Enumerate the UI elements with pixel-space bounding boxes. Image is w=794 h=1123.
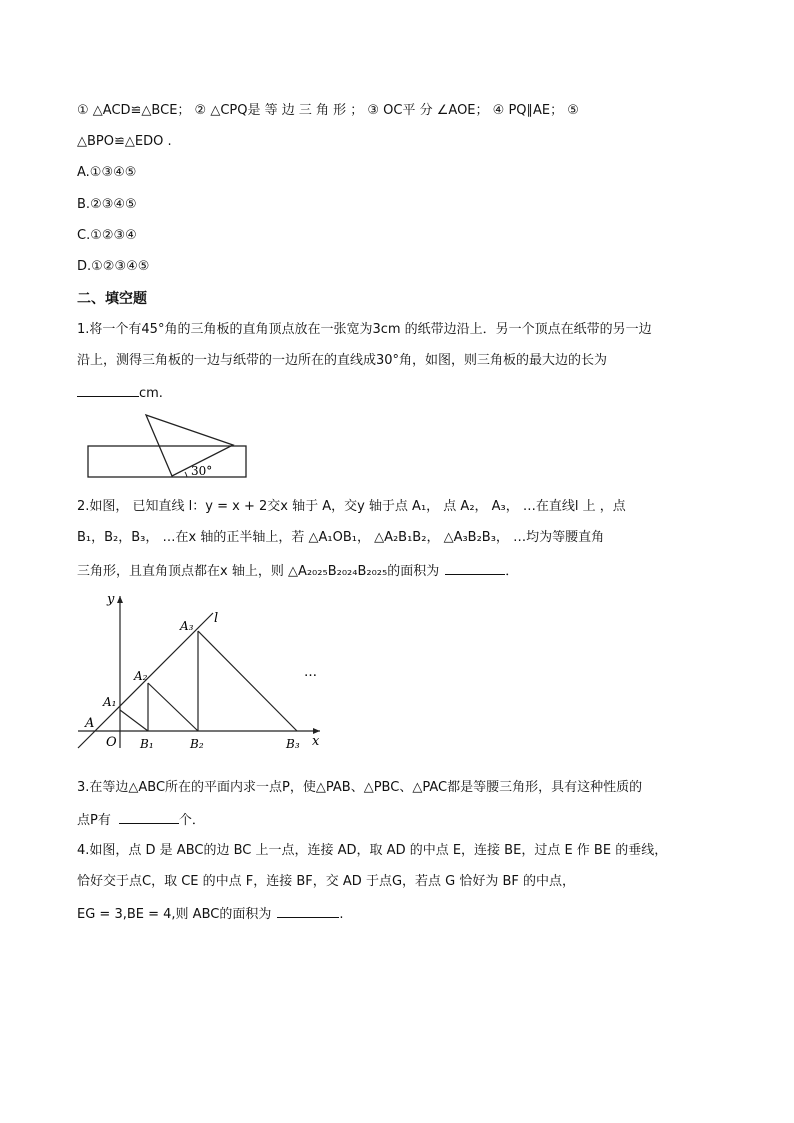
q2-line-3-end: ． bbox=[505, 564, 519, 579]
q1-line-3 bbox=[77, 382, 163, 404]
label-a1: A₁ bbox=[103, 695, 117, 709]
angle-label: 30° bbox=[191, 464, 213, 478]
q3-answer-blank bbox=[119, 809, 179, 824]
option-a-key: A. bbox=[77, 165, 90, 180]
label-b2: B₂ bbox=[190, 737, 204, 751]
q4-line-1: 4.如图，点 D 是 ABC的边 BC 上一点，连接 AD，取 AD 的中点 E，连接 BE，过点 E 作 BE 的垂线， bbox=[77, 843, 668, 858]
option-c-text: ①②③④ bbox=[90, 228, 137, 243]
label-b1: B₁ bbox=[140, 737, 154, 751]
option-a bbox=[77, 163, 136, 183]
option-d bbox=[77, 257, 149, 277]
label-a: A bbox=[85, 716, 95, 731]
q2-answer-blank bbox=[445, 560, 505, 575]
section-title: 二、填空题 bbox=[77, 291, 147, 307]
segment-a3-b3 bbox=[198, 631, 297, 731]
statement-line-2: △BPO≌△EDO . bbox=[77, 134, 172, 149]
label-l: l bbox=[214, 611, 219, 626]
q4-line-2: 恰好交于点C，取 CE 的中点 F，连接 BF，交 AD 于点G，若点 G 恰好为 BF 的中点， bbox=[77, 874, 576, 889]
label-o: O bbox=[106, 735, 117, 750]
q1-unit: cm. bbox=[139, 386, 163, 401]
option-b-key: B. bbox=[77, 197, 91, 212]
segment-a1-b1 bbox=[120, 710, 148, 731]
option-d-text: ①②③④⑤ bbox=[91, 259, 150, 274]
q3-line-2-suffix: 个． bbox=[178, 813, 205, 828]
angle-arc bbox=[185, 472, 187, 477]
option-c bbox=[77, 226, 137, 246]
q2-line-2: B₁，B₂，B₃， …在x 轴的正半轴上，若 △A₁OB₁， △A₂B₁B₂， △A₃B₂B₃， …均为等腰直角 bbox=[77, 530, 605, 545]
q1-strip-figure bbox=[82, 410, 252, 482]
label-x: x bbox=[312, 734, 320, 749]
option-a-text: ①③④⑤ bbox=[89, 165, 137, 180]
q4-line-3 bbox=[77, 903, 343, 925]
label-a3: A₃ bbox=[180, 619, 194, 633]
q3-line-1: 3.在等边△ABC所在的平面内求一点P，使△PAB、△PBC、△PAC都是等腰三角形，具有这种性质的 bbox=[77, 780, 643, 795]
q2-line-1: 2.如图， 已知直线 l：y = x + 2交x 轴于 A，交y 轴于点 A₁， 点 A₂， A₃， …在直线l 上 ，点 bbox=[77, 499, 626, 514]
y-axis-arrow bbox=[117, 596, 123, 603]
q4-line-3-suffix: . bbox=[339, 907, 344, 922]
q2-line-3 bbox=[77, 560, 518, 582]
label-y: y bbox=[107, 592, 115, 607]
segment-a2-b2 bbox=[148, 683, 198, 731]
q1-line-1: 1.将一个有45°角的三角板的直角顶点放在一张宽为3cm 的纸带边沿上．另一个顶点在纸带的另一边 bbox=[77, 322, 652, 337]
option-d-key: D. bbox=[77, 259, 92, 274]
option-b bbox=[77, 195, 137, 215]
label-b3: B₃ bbox=[286, 737, 300, 751]
q1-answer-blank bbox=[77, 382, 139, 397]
continuation-dots: … bbox=[304, 665, 317, 680]
option-c-key: C. bbox=[77, 228, 91, 243]
q4-answer-blank bbox=[277, 903, 339, 918]
q1-line-2: 沿上，测得三角板的一边与纸带的一边所在的直线成30°角，如图，则三角板的最大边的长为 bbox=[77, 353, 608, 368]
statement-line-1: ① △ACD≌△BCE； ② △CPQ是 等 边 三 角 形 ； ③ OC平 分 ∠AOE； ④ PQ∥AE； ⑤ bbox=[77, 103, 579, 118]
option-b-text: ②③④⑤ bbox=[90, 197, 137, 212]
q3-line-2-prefix: 点P有 bbox=[77, 813, 111, 828]
q2-coordinate-figure bbox=[70, 588, 330, 758]
q2-line-3-text: 三角形，且直角顶点都在x 轴上，则 △A₂₀₂₅B₂₀₂₄B₂₀₂₅的面积为 bbox=[77, 564, 440, 579]
label-a2: A₂ bbox=[134, 669, 148, 683]
q4-line-3-prefix: EG = 3,BE = 4,则 ABC的面积为 bbox=[77, 907, 272, 922]
q3-line-2 bbox=[77, 809, 205, 831]
